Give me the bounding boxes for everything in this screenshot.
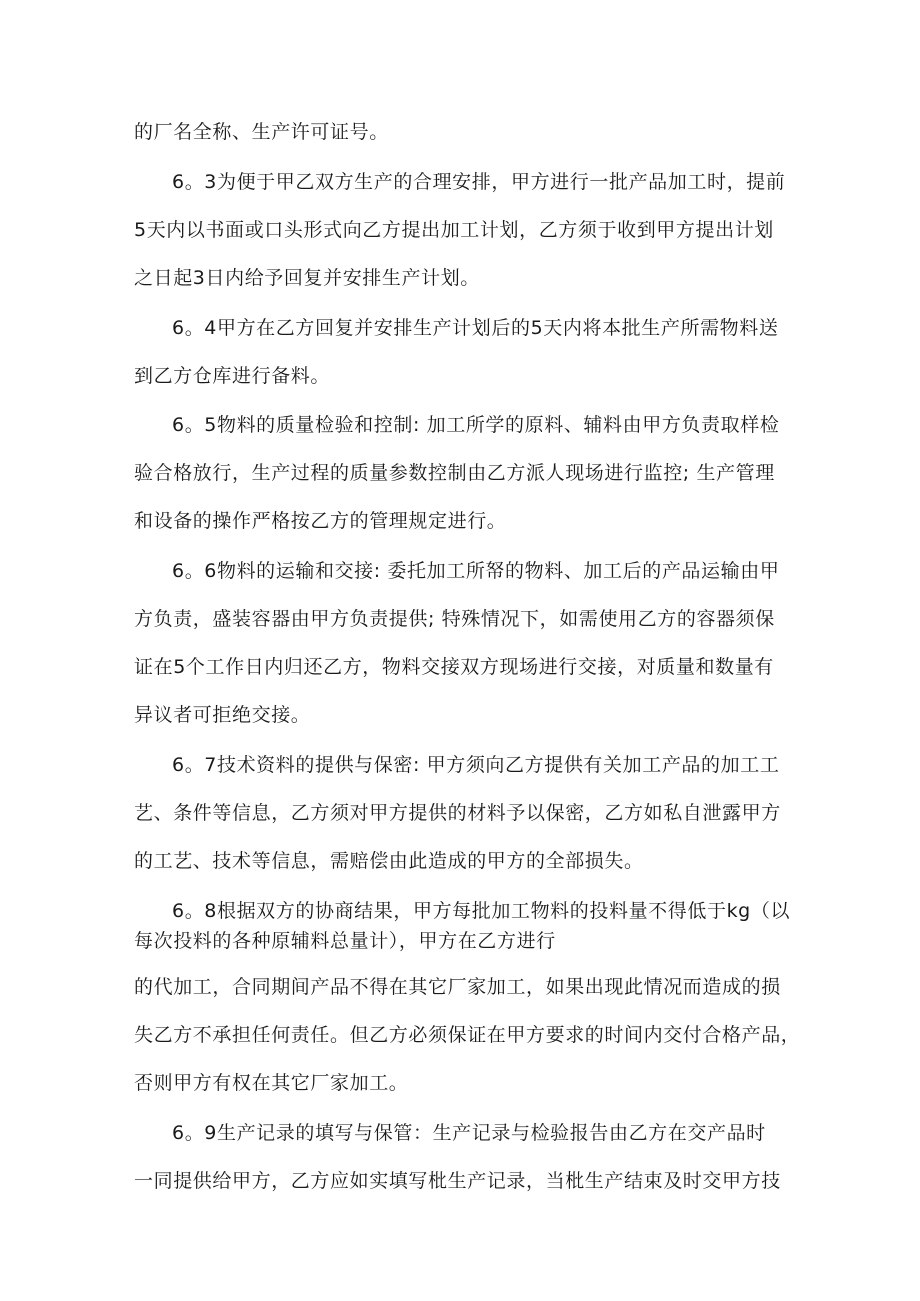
- clause-6-4-line-2: 到乙方仓库进行备料。: [134, 365, 331, 387]
- clause-6-7-line-2: 艺、条件等信息，乙方须对甲方提供的材料予以保密，乙方如私自泄露甲方: [134, 802, 781, 824]
- clause-6-7-line-1: 6。7技术资料的提供与保密: 甲方须向乙方提供有关加工产品的加工工: [172, 754, 780, 776]
- clause-6-5-line-1: 6。5物料的质量检验和控制: 加工所学的原料、辅料由甲方负责取样检: [172, 414, 780, 436]
- clause-6-8-line-1: 6。8根据双方的协商结果，甲方每批加工物料的投料量不得低于kg（以: [172, 900, 791, 922]
- clause-6-4-line-1: 6。4甲方在乙方回复并安排生产计划后的5天内将本批生产所需物料送: [172, 317, 779, 339]
- clause-6-6-line-3: 证在5个工作日内归还乙方，物料交接双方现场进行交接，对质量和数量有: [134, 656, 774, 678]
- clause-6-8-line-2: 每次投料的各种原辅料总量计），甲方在乙方进行: [134, 930, 556, 952]
- clause-6-7-line-3: 的工艺、技术等信息，需赔偿由此造成的甲方的全部损失。: [134, 850, 644, 872]
- clause-6-6-line-1: 6。6物料的运输和交接: 委托加工所帑的物料、加工后的产品运输由甲: [172, 560, 780, 582]
- clause-6-6-line-2: 方负责，盛装容器由甲方负责提供; 特殊情况下，如需使用乙方的容器须保: [134, 608, 775, 630]
- clause-6-5-line-3: 和设备的操作严格按乙方的管理规定进行。: [134, 510, 507, 532]
- clause-6-8-line-3: 的代加工，合同期间产品不得在其它厂家加工，如果出现此情况而造成的损: [134, 976, 781, 998]
- clause-6-6-line-4: 异议者可拒绝交接。: [134, 704, 311, 726]
- clause-6-3-line-2: 5天内以书面或口头形式向乙方提出加工计划，乙方须于收到甲方提出计划: [134, 219, 774, 241]
- text-line: 的厂名全称、生产许可证号。: [134, 121, 389, 143]
- clause-6-3-line-1: 6。3为便于甲乙双方生产的合理安排，甲方进行一批产品加工时，提前: [172, 171, 786, 193]
- clause-6-8-line-4: 失乙方不承担任何责任。但乙方必须保证在甲方要求的时间内交付合格产品，: [134, 1024, 801, 1046]
- clause-6-9-line-2: 一同提供给甲方，乙方应如实填写枇生产记录，当枇生产结束及时交甲方技: [134, 1170, 781, 1192]
- clause-6-5-line-2: 验合格放行，生产过程的质量参数控制由乙方派人现场进行监控; 生产管理: [134, 462, 775, 484]
- clause-6-8-line-5: 否则甲方有权在其它厂家加工。: [134, 1072, 409, 1094]
- clause-6-9-line-1: 6。9生产记录的填写与保管：生产记录与检验报告由乙方在交产品时: [172, 1122, 766, 1144]
- clause-6-3-line-3: 之日起3日内给予回复并安排生产计划。: [134, 267, 480, 289]
